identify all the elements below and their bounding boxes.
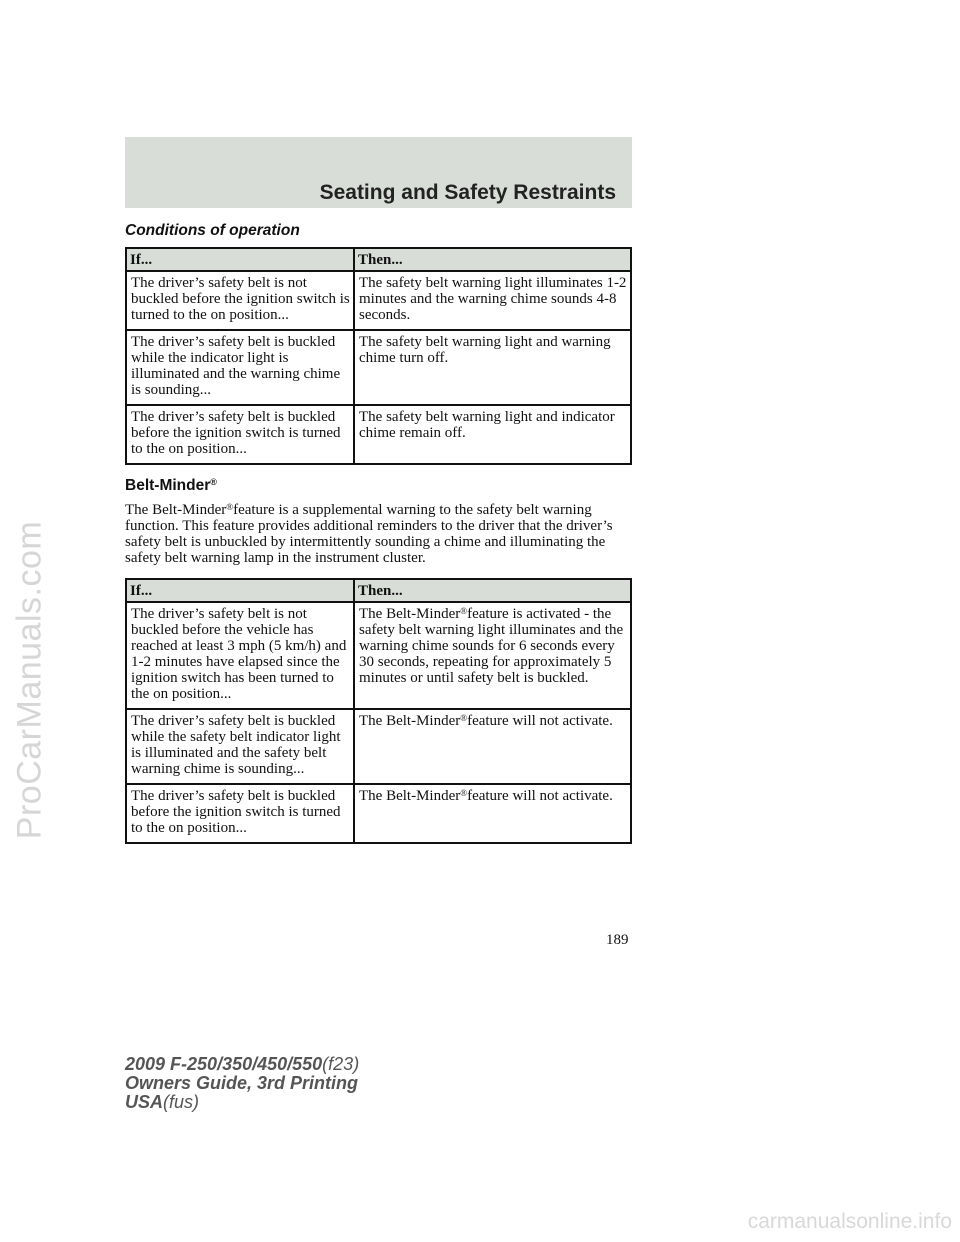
footer-market: USA (125, 1092, 164, 1112)
belt-minder-heading (125, 477, 632, 495)
side-watermark-text: ProCarManuals.com (10, 520, 49, 840)
then-cell (354, 602, 631, 709)
page-content (125, 222, 632, 844)
para-rest: feature is a supplemental warning to the safety belt warning function. This feature provides additional reminders to the driver that the driver’s safety belt is unbuckled by intermittently sounding a chime and illuminating the safety belt warning lamp in the instrument cluster. (125, 502, 613, 566)
footer-market-code: (fus) (163, 1092, 200, 1112)
para-lead: The Belt-Minder (125, 502, 227, 518)
footer-line-1 (125, 1055, 359, 1074)
registered-mark: ® (210, 477, 217, 487)
col-header-if: If... (126, 579, 354, 602)
then-lead: The Belt-Minder (359, 788, 461, 804)
belt-minder-title: Belt-Minder (125, 477, 211, 494)
registered-mark: ® (460, 788, 468, 798)
belt-minder-table (125, 578, 632, 844)
table-row (126, 784, 631, 843)
registered-mark: ® (226, 502, 234, 512)
if-cell: The driver’s safety belt is buckled before the ignition switch is turned to the on position... (126, 784, 354, 843)
bottom-watermark: carmanualsonline.info (747, 1210, 952, 1233)
footer-line-3 (125, 1093, 359, 1112)
if-cell: The driver’s safety belt is buckled while the safety belt indicator light is illuminated and the safety belt warning chime is sounding... (126, 709, 354, 784)
footer-model: 2009 F-250/350/450/550 (125, 1054, 323, 1074)
footer-code: (f23) (322, 1054, 360, 1074)
then-rest: feature will not activate. (467, 788, 613, 804)
conditions-heading: Conditions of operation (125, 222, 300, 239)
col-header-if: If... (126, 248, 354, 271)
then-rest: feature will not activate. (467, 713, 613, 729)
table-row (126, 709, 631, 784)
side-watermark (0, 0, 60, 1242)
registered-mark: ® (460, 606, 468, 616)
if-cell: The driver’s safety belt is not buckled before the ignition switch is turned to the on position... (126, 271, 354, 330)
chapter-title: Seating and Safety Restraints (319, 181, 616, 204)
table-row (126, 602, 631, 709)
then-lead: The Belt-Minder (359, 713, 461, 729)
footer-line-2: Owners Guide, 3rd Printing (125, 1073, 359, 1093)
then-cell: The safety belt warning light and indicator chime remain off. (354, 405, 631, 464)
chapter-header (125, 137, 632, 208)
then-cell (354, 784, 631, 843)
then-cell: The safety belt warning light illuminates 1-2 minutes and the warning chime sounds 4-8 seconds. (354, 271, 631, 330)
col-header-then: Then... (354, 248, 631, 271)
table-header-row (126, 579, 631, 602)
if-cell: The driver’s safety belt is buckled while the indicator light is illuminated and the warning chime is sounding... (126, 330, 354, 405)
table-row (126, 405, 631, 464)
table-row (126, 330, 631, 405)
table-row (126, 271, 631, 330)
then-cell: The safety belt warning light and warning chime turn off. (354, 330, 631, 405)
then-cell (354, 709, 631, 784)
belt-minder-paragraph (125, 502, 632, 566)
then-lead: The Belt-Minder (359, 606, 461, 622)
if-cell: The driver’s safety belt is buckled before the ignition switch is turned to the on position... (126, 405, 354, 464)
then-rest: feature is activated - the safety belt warning light illuminates and the warning chime sounds for 6 seconds every 30 seconds, repeating for approximately 5 minutes or until safety belt is buckled. (359, 606, 624, 686)
conditions-table (125, 247, 632, 465)
footer (125, 1055, 359, 1112)
registered-mark: ® (460, 713, 468, 723)
col-header-then: Then... (354, 579, 631, 602)
table-header-row (126, 248, 631, 271)
page-number: 189 (606, 932, 629, 948)
if-cell: The driver’s safety belt is not buckled before the vehicle has reached at least 3 mph (5 km/h) and 1-2 minutes have elapsed since the ignition switch has been turned to the on position... (126, 602, 354, 709)
